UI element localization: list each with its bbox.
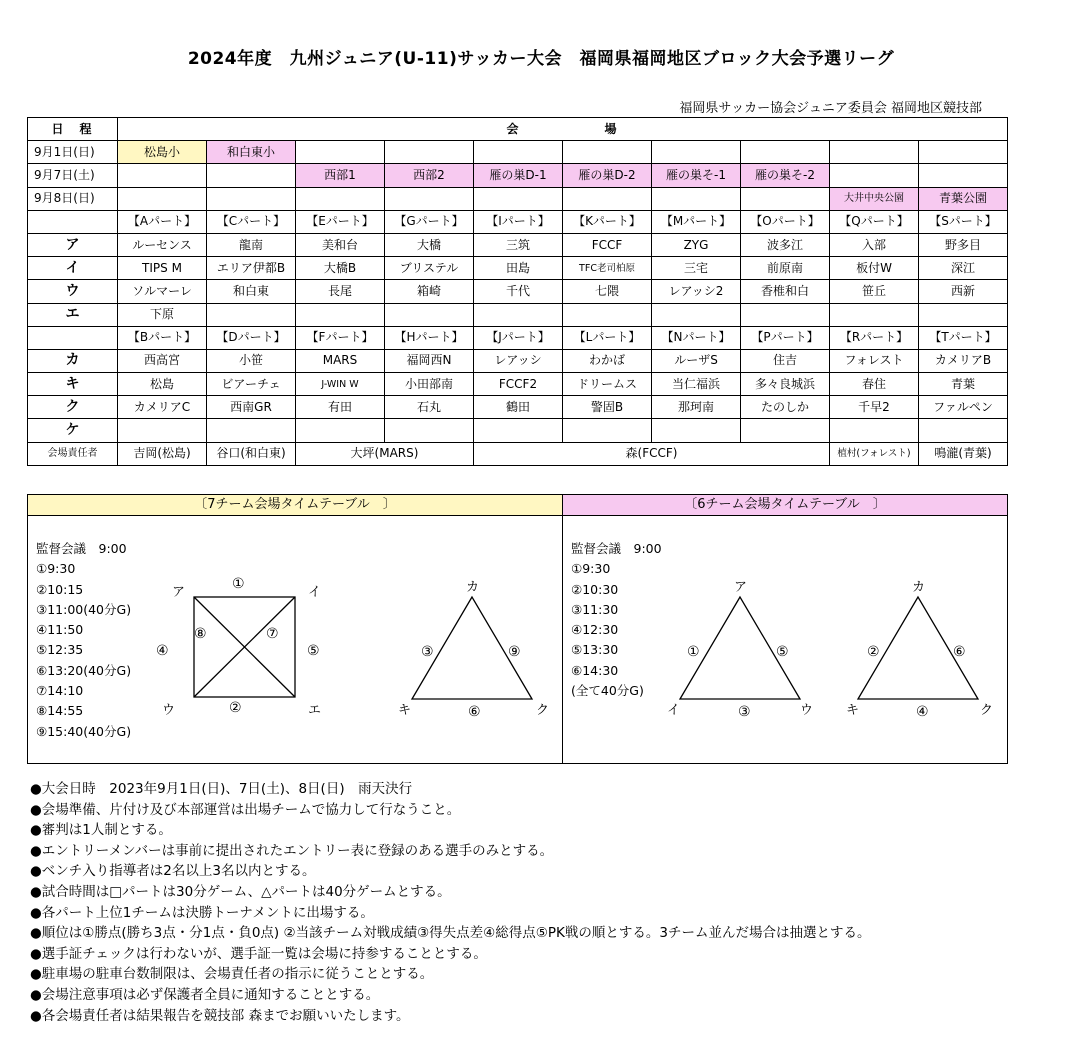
team-row	[28, 349, 1008, 372]
empty-cell	[385, 187, 474, 210]
empty-cell	[118, 187, 207, 210]
empty-cell	[919, 164, 1008, 187]
tri-bottom: ⑥	[468, 704, 481, 720]
time-slot: ④11:50	[36, 622, 84, 638]
empty-cell	[207, 187, 296, 210]
position-label: ウ	[28, 280, 118, 303]
team-row	[28, 257, 1008, 280]
team-cell	[474, 303, 563, 326]
timetable-6-title: 〔6チーム会場タイムテーブル 〕	[563, 495, 1007, 516]
team-cell: 西新	[919, 280, 1008, 303]
empty-cell	[563, 141, 652, 164]
team-cell	[919, 303, 1008, 326]
schedule-header: 日 程	[28, 118, 118, 141]
empty-cell	[563, 187, 652, 210]
team-cell: 福岡西N	[385, 349, 474, 372]
tri1-bl: イ	[667, 703, 681, 718]
team-cell: 千早2	[830, 396, 919, 419]
tri1-right: ⑤	[776, 644, 789, 660]
venue-cell: 雁の巣D-2	[563, 164, 652, 187]
time-slot: ②10:30	[571, 581, 619, 597]
time-slot: ③11:00(40分G)	[36, 601, 132, 617]
team-cell: TFC老司柏原	[563, 257, 652, 280]
team-cell: 波多江	[741, 233, 830, 256]
time-slot: ⑨15:40(40分G)	[36, 723, 132, 739]
team-cell	[385, 303, 474, 326]
triangle-diagram	[398, 580, 549, 720]
team-cell: 龍南	[207, 233, 296, 256]
team-cell: 下原	[118, 303, 207, 326]
tri2-top: カ	[912, 580, 926, 595]
time-slot: ⑥14:30	[571, 662, 619, 678]
team-cell: 石丸	[385, 396, 474, 419]
date-cell: 9月7日(土)	[28, 164, 118, 187]
page-title: 2024年度 九州ジュニア(U-11)サッカー大会 福岡県福岡地区ブロック大会予選リーグ	[187, 49, 895, 69]
team-cell: ビアーチェ	[207, 373, 296, 396]
part-header: 【Sパート】	[919, 210, 1008, 233]
sq-bl: ウ	[162, 703, 176, 718]
venue-cell: 松島小	[118, 141, 207, 164]
square-diagram	[156, 576, 321, 718]
tri2-bottom: ④	[916, 704, 929, 720]
part-header: 【Qパート】	[830, 210, 919, 233]
team-cell	[118, 419, 207, 442]
position-label: ア	[28, 233, 118, 256]
note-item: ●駐車場の駐車台数制限は、会場責任者の指示に従うこととする。	[30, 966, 434, 983]
note-item: ●会場注意事項は必ず保護者全員に通知することとする。	[30, 986, 380, 1003]
empty-cell	[385, 141, 474, 164]
part-header: 【Hパート】	[385, 326, 474, 349]
team-cell	[296, 419, 385, 442]
part-header: 【Kパート】	[563, 210, 652, 233]
team-cell	[474, 419, 563, 442]
time-slot: ⑤12:35	[36, 642, 84, 658]
team-cell: カメリアB	[919, 349, 1008, 372]
team-cell: 七隈	[563, 280, 652, 303]
manager-cell: 吉岡(松島)	[118, 442, 207, 465]
team-cell: ファルペン	[919, 396, 1008, 419]
meeting-time: 監督会議 9:00	[571, 541, 662, 556]
note-item: ●審判は1人制とする。	[30, 822, 172, 839]
team-cell: 美和台	[296, 233, 385, 256]
sq-diag1: ⑧	[194, 626, 207, 642]
part-header: 【Iパート】	[474, 210, 563, 233]
team-row	[28, 373, 1008, 396]
managers-row	[28, 442, 1008, 465]
sq-br: エ	[308, 703, 322, 718]
tri1-top: ア	[734, 580, 748, 595]
team-cell: 野多目	[919, 233, 1008, 256]
team-row	[28, 303, 1008, 326]
part-header: 【Dパート】	[207, 326, 296, 349]
date-row-2	[28, 164, 1008, 187]
team-cell: 笹丘	[830, 280, 919, 303]
tri-br: ク	[536, 703, 550, 718]
date-row-1	[28, 141, 1008, 164]
team-cell: エリア伊都B	[207, 257, 296, 280]
team-cell: 深江	[919, 257, 1008, 280]
team-cell: FCCF	[563, 233, 652, 256]
team-cell	[207, 303, 296, 326]
sq-tr: イ	[308, 585, 322, 600]
empty-cell	[118, 164, 207, 187]
manager-cell: 鳴瀧(青葉)	[919, 442, 1008, 465]
sq-tl: ア	[172, 585, 186, 600]
venue-cell: 和白東小	[207, 141, 296, 164]
timetable-7-teams	[27, 494, 563, 764]
team-cell: 千代	[474, 280, 563, 303]
team-cell: 青葉	[919, 373, 1008, 396]
position-label: キ	[28, 373, 118, 396]
team-cell: 当仁福浜	[652, 373, 741, 396]
team-cell: ソルマーレ	[118, 280, 207, 303]
organizer: 福岡県サッカー協会ジュニア委員会 福岡地区競技部	[679, 101, 982, 116]
empty-cell	[741, 187, 830, 210]
note-item: ●選手証チェックは行わないが、選手証一覧は会場に持参することとする。	[30, 945, 487, 962]
time-slot: ①9:30	[36, 561, 76, 577]
team-cell: レアッシ2	[652, 280, 741, 303]
team-cell	[296, 303, 385, 326]
venue-cell: 雁の巣D-1	[474, 164, 563, 187]
part-header: 【Bパート】	[118, 326, 207, 349]
parts-row	[28, 326, 1008, 349]
timetable-6-diagrams	[563, 515, 1009, 765]
sq-right: ⑤	[307, 643, 320, 659]
team-cell: 和白東	[207, 280, 296, 303]
date-cell: 9月1日(日)	[28, 141, 118, 164]
timetable-7-diagrams	[28, 515, 564, 765]
time-slot: ⑦14:10	[36, 683, 84, 699]
team-cell: 有田	[296, 396, 385, 419]
team-cell: 松島	[118, 373, 207, 396]
part-header: 【Rパート】	[830, 326, 919, 349]
sq-left: ④	[156, 643, 169, 659]
team-cell: 板付W	[830, 257, 919, 280]
team-row	[28, 233, 1008, 256]
time-slot: ⑥13:20(40分G)	[36, 662, 132, 678]
team-cell: J-WIN W	[296, 373, 385, 396]
team-cell	[652, 303, 741, 326]
note-item: ●会場準備、片付け及び本部運営は出場チームで協力して行なうこと。	[30, 801, 461, 818]
team-cell: カメリアC	[118, 396, 207, 419]
team-cell: 春住	[830, 373, 919, 396]
managers-label: 会場責任者	[28, 442, 118, 465]
empty-cell	[919, 141, 1008, 164]
team-cell: ZYG	[652, 233, 741, 256]
empty-cell	[296, 187, 385, 210]
manager-cell: 植村(フォレスト)	[830, 442, 919, 465]
team-cell: 長尾	[296, 280, 385, 303]
timetable-6-teams	[562, 494, 1008, 764]
part-header: 【Lパート】	[563, 326, 652, 349]
tri2-right: ⑥	[953, 644, 966, 660]
empty-cell	[830, 164, 919, 187]
team-row	[28, 280, 1008, 303]
note-item: ●ベンチ入り指導者は2名以上3名以内とする。	[30, 863, 316, 880]
team-cell: MARS	[296, 349, 385, 372]
empty-cell	[28, 326, 118, 349]
team-cell: 入部	[830, 233, 919, 256]
meeting-time: 監督会議 9:00	[36, 541, 127, 556]
time-slot: ⑤13:30	[571, 642, 619, 658]
part-header: 【Pパート】	[741, 326, 830, 349]
team-cell: 三筑	[474, 233, 563, 256]
team-cell	[207, 419, 296, 442]
note-item: ●各パート上位1チームは決勝トーナメントに出場する。	[30, 904, 374, 921]
time-slot: (全て40分G)	[571, 683, 644, 699]
tri-right: ⑨	[508, 644, 521, 660]
header-row	[28, 118, 1008, 141]
team-cell	[385, 419, 474, 442]
triangle-diagram-1	[667, 580, 813, 720]
tri1-left: ①	[687, 644, 700, 660]
team-cell: FCCF2	[474, 373, 563, 396]
position-label: カ	[28, 349, 118, 372]
part-header: 【Gパート】	[385, 210, 474, 233]
part-header: 【Fパート】	[296, 326, 385, 349]
tri2-left: ②	[867, 644, 880, 660]
position-label: イ	[28, 257, 118, 280]
position-label: エ	[28, 303, 118, 326]
part-header: 【Aパート】	[118, 210, 207, 233]
tri2-br: ク	[980, 703, 994, 718]
note-item: ●試合時間は□パートは30分ゲーム、△パートは40分ゲームとする。	[30, 883, 451, 900]
notes-list	[30, 779, 870, 1026]
team-cell: 大橋B	[296, 257, 385, 280]
team-cell: 三宅	[652, 257, 741, 280]
team-cell: 西南GR	[207, 396, 296, 419]
team-cell	[830, 419, 919, 442]
venue-cell: 西部2	[385, 164, 474, 187]
team-cell: ルーザS	[652, 349, 741, 372]
venue-cell: 西部1	[296, 164, 385, 187]
empty-cell	[28, 210, 118, 233]
team-row	[28, 419, 1008, 442]
team-cell	[563, 303, 652, 326]
note-item: ●各会場責任者は結果報告を競技部 森までお願いいたします。	[30, 1007, 410, 1024]
team-cell	[919, 419, 1008, 442]
team-cell: 警固B	[563, 396, 652, 419]
date-cell: 9月8日(日)	[28, 187, 118, 210]
empty-cell	[474, 141, 563, 164]
empty-cell	[741, 141, 830, 164]
time-slot: ①9:30	[571, 561, 611, 577]
team-cell: 小笹	[207, 349, 296, 372]
date-row-3	[28, 187, 1008, 210]
team-cell	[652, 419, 741, 442]
team-cell: 箱崎	[385, 280, 474, 303]
team-cell: 小田部南	[385, 373, 474, 396]
team-cell: 西高宮	[118, 349, 207, 372]
manager-cell: 谷口(和白東)	[207, 442, 296, 465]
manager-cell: 大坪(MARS)	[296, 442, 474, 465]
team-cell: 那珂南	[652, 396, 741, 419]
venue-header: 会 場	[118, 118, 1008, 141]
team-cell: 香椎和白	[741, 280, 830, 303]
timetable-7-title: 〔7チーム会場タイムテーブル 〕	[28, 495, 562, 516]
team-cell	[563, 419, 652, 442]
empty-cell	[207, 164, 296, 187]
team-cell: 多々良城浜	[741, 373, 830, 396]
tri-bl: キ	[398, 703, 412, 718]
sq-top: ①	[232, 576, 245, 592]
team-cell: TIPS M	[118, 257, 207, 280]
team-cell: 住吉	[741, 349, 830, 372]
team-cell: 田島	[474, 257, 563, 280]
team-cell	[741, 419, 830, 442]
time-slot: ④12:30	[571, 622, 619, 638]
note-item: ●エントリーメンバーは事前に提出されたエントリー表に登録のある選手のみとする。	[30, 842, 554, 859]
part-header: 【Tパート】	[919, 326, 1008, 349]
team-cell: たのしか	[741, 396, 830, 419]
part-header: 【Jパート】	[474, 326, 563, 349]
schedule-table	[27, 117, 1008, 466]
team-cell: 前原南	[741, 257, 830, 280]
venue-cell: 青葉公園	[919, 187, 1008, 210]
part-header: 【Eパート】	[296, 210, 385, 233]
team-cell: 鶴田	[474, 396, 563, 419]
time-slot: ⑧14:55	[36, 703, 84, 719]
sq-diag2: ⑦	[266, 626, 279, 642]
time-slot: ②10:15	[36, 581, 84, 597]
team-cell: フォレスト	[830, 349, 919, 372]
tri1-br: ウ	[800, 703, 814, 718]
empty-cell	[830, 141, 919, 164]
team-cell: わかば	[563, 349, 652, 372]
team-cell: レアッシ	[474, 349, 563, 372]
part-header: 【Mパート】	[652, 210, 741, 233]
manager-cell: 森(FCCF)	[474, 442, 830, 465]
team-cell: ブリステル	[385, 257, 474, 280]
note-item: ●大会日時 2023年9月1日(日)、7日(土)、8日(日) 雨天決行	[30, 781, 413, 797]
team-cell: ルーセンス	[118, 233, 207, 256]
tri-left: ③	[421, 644, 434, 660]
tri-top: カ	[466, 580, 480, 595]
sq-bottom: ②	[229, 700, 242, 716]
team-cell	[830, 303, 919, 326]
tri1-bottom: ③	[738, 704, 751, 720]
empty-cell	[474, 187, 563, 210]
part-header: 【Cパート】	[207, 210, 296, 233]
note-item: ●順位は①勝点(勝ち3点・分1点・負0点) ②当該チーム対戦成績③得失点差④総得点⑤PK戦の順とする。3チーム並んだ場合は抽選とする。	[30, 925, 871, 942]
empty-cell	[652, 187, 741, 210]
position-label: ケ	[28, 419, 118, 442]
part-header: 【Oパート】	[741, 210, 830, 233]
team-cell: 大橋	[385, 233, 474, 256]
empty-cell	[296, 141, 385, 164]
team-cell	[741, 303, 830, 326]
triangle-diagram-2	[846, 580, 993, 720]
tri2-bl: キ	[846, 703, 860, 718]
team-cell: ドリームス	[563, 373, 652, 396]
venue-cell: 大井中央公園	[830, 187, 919, 210]
venue-cell: 雁の巣そ-2	[741, 164, 830, 187]
time-slot: ③11:30	[571, 601, 619, 617]
venue-cell: 雁の巣そ-1	[652, 164, 741, 187]
parts-row	[28, 210, 1008, 233]
empty-cell	[652, 141, 741, 164]
team-row	[28, 396, 1008, 419]
position-label: ク	[28, 396, 118, 419]
part-header: 【Nパート】	[652, 326, 741, 349]
